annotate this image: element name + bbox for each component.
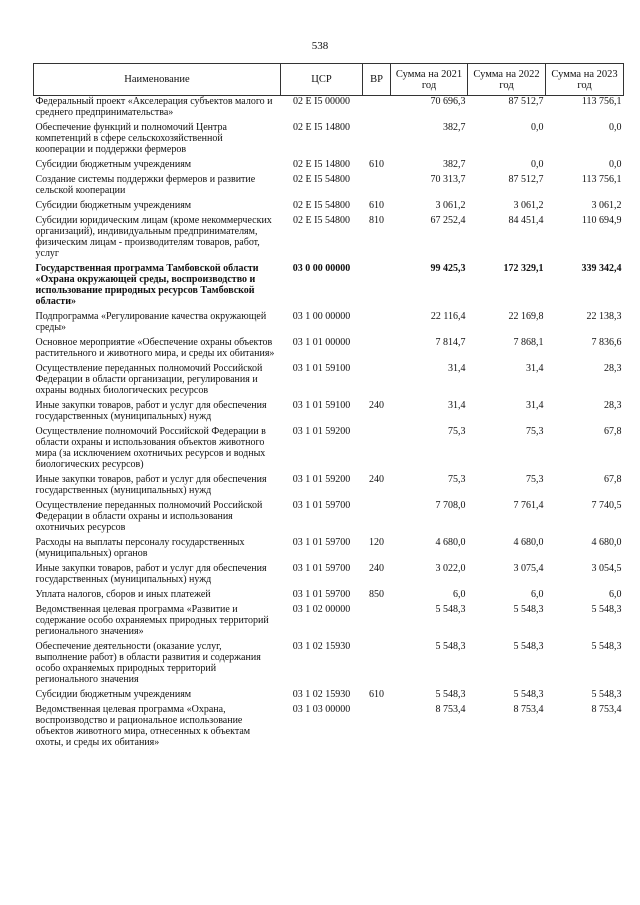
cell-name: Субсидии бюджетным учреждениям (35, 689, 192, 700)
cell-sum-2022: 31,4 (526, 363, 544, 374)
cell-name: Обеспечение функций и полномочий Центра компетенций в сфере сельскохозяйственной кооперации и поддержки фермеров (35, 122, 227, 155)
table-body (34, 96, 624, 749)
cell-vr (363, 96, 391, 119)
cell-sum-2023: 0,0 (609, 159, 622, 170)
table-row (34, 359, 624, 396)
cell-sum-2022: 5 548,3 (513, 641, 544, 652)
cell-sum-2021: 5 548,3 (435, 689, 466, 700)
cell-name: Ведомственная целевая программа «Развитие и содержание особо охраняемых природных территорий регионального значения» (35, 604, 269, 637)
cell-sum-2021: 70 313,7 (430, 174, 466, 185)
cell-sum-2022: 8 753,4 (513, 704, 544, 715)
cell-sum-2023: 113 756,1 (581, 174, 622, 185)
cell-vr: 610 (369, 159, 384, 170)
table-row (34, 333, 624, 359)
table-row (34, 637, 624, 685)
table-row (34, 470, 624, 496)
cell-name: Субсидии юридическим лицам (кроме некоммерческих организаций), индивидуальным предпринимателям, физическим лицам - производителям товаров, работ, услуг (35, 215, 272, 259)
table-row (34, 396, 624, 422)
cell-sum-2021: 75,3 (448, 426, 466, 437)
table-row (34, 422, 624, 470)
cell-csr: 02 E I5 54800 (293, 174, 350, 185)
cell-sum-2021: 8 753,4 (435, 704, 466, 715)
cell-csr: 03 1 01 59700 (292, 563, 351, 574)
cell-csr: 03 1 01 59700 (292, 537, 351, 548)
cell-vr (363, 307, 391, 333)
cell-sum-2022: 75,3 (526, 426, 544, 437)
table-row (34, 259, 624, 307)
cell-vr (363, 700, 391, 748)
cell-sum-2021: 382,7 (443, 122, 466, 133)
cell-csr: 03 1 01 59700 (292, 589, 351, 600)
cell-sum-2021: 22 116,4 (430, 311, 466, 322)
cell-csr: 03 1 03 00000 (292, 704, 351, 715)
header-sum-2021: Сумма на 2021 год (391, 64, 468, 96)
cell-sum-2023: 22 138,3 (586, 311, 622, 322)
cell-sum-2023: 67,8 (604, 426, 622, 437)
header-sum-2023: Сумма на 2023 год (546, 64, 624, 96)
cell-name: Ведомственная целевая программа «Охрана, воспроизводство и рациональное использование объектов животного мира, отнесенных к объектам охоты, и среды их обитания» (35, 704, 251, 748)
page-number: 538 (311, 40, 329, 52)
cell-csr: 02 E I5 00000 (293, 96, 350, 107)
header-name: Наименование (34, 64, 281, 96)
table-row (34, 585, 624, 600)
cell-vr (363, 637, 391, 685)
cell-name: Осуществление полномочий Российской Федерации в области охраны и использования объектов животного мира (за исключением охотничьих ресурсов и водных биологических ресурсов) (35, 426, 266, 470)
table-row (34, 533, 624, 559)
cell-name: Обеспечение деятельности (оказание услуг, выполнение работ) в области развития и содержания особо охраняемых природных территорий регионального значения (35, 641, 261, 685)
cell-sum-2021: 31,4 (448, 363, 466, 374)
cell-sum-2022: 0,0 (531, 122, 544, 133)
cell-name: Иные закупки товаров, работ и услуг для обеспечения государственных (муниципальных) нужд (35, 400, 267, 422)
cell-sum-2021: 7 814,7 (435, 337, 466, 348)
cell-csr: 03 1 02 15930 (292, 641, 351, 652)
cell-sum-2023: 28,3 (604, 363, 622, 374)
cell-sum-2021: 31,4 (448, 400, 466, 411)
cell-csr: 03 1 01 00000 (292, 337, 351, 348)
cell-name: Осуществление переданных полномочий Российской Федерации в области организации, регулирования и охраны водных биологических ресурсов (35, 363, 263, 396)
cell-csr: 03 1 00 00000 (292, 311, 351, 322)
cell-sum-2021: 75,3 (448, 474, 466, 485)
cell-sum-2023: 5 548,3 (591, 604, 622, 615)
cell-sum-2023: 110 694,9 (581, 215, 622, 226)
cell-name: Иные закупки товаров, работ и услуг для обеспечения государственных (муниципальных) нужд (35, 563, 267, 585)
cell-sum-2021: 99 425,3 (430, 263, 466, 274)
cell-csr: 03 1 01 59100 (292, 363, 351, 374)
header-csr: ЦСР (281, 64, 363, 96)
cell-vr: 120 (369, 537, 384, 548)
cell-sum-2022: 4 680,0 (513, 537, 544, 548)
table-header (34, 64, 624, 96)
cell-name: Подпрограмма «Регулирование качества окружающей среды» (35, 311, 267, 333)
cell-csr: 02 E I5 54800 (293, 200, 350, 211)
cell-csr: 03 1 02 00000 (292, 604, 351, 615)
table-row (34, 600, 624, 637)
header-sum-2022: Сумма на 2022 год (468, 64, 546, 96)
cell-sum-2021: 4 680,0 (435, 537, 466, 548)
cell-sum-2023: 0,0 (609, 122, 622, 133)
cell-csr: 02 E I5 14800 (293, 159, 350, 170)
cell-sum-2022: 84 451,4 (508, 215, 544, 226)
cell-csr: 03 1 01 59200 (292, 474, 351, 485)
cell-csr: 02 E I5 14800 (293, 122, 350, 133)
cell-csr: 03 1 01 59200 (292, 426, 351, 437)
cell-sum-2023: 113 756,1 (581, 96, 622, 107)
table-row (34, 700, 624, 748)
cell-sum-2022: 3 061,2 (513, 200, 544, 211)
cell-sum-2022: 75,3 (526, 474, 544, 485)
cell-sum-2022: 7 761,4 (513, 500, 544, 511)
cell-csr: 03 1 02 15930 (292, 689, 351, 700)
cell-csr: 03 1 01 59100 (292, 400, 351, 411)
cell-sum-2022: 5 548,3 (513, 689, 544, 700)
cell-vr: 240 (369, 400, 384, 411)
budget-table-container (33, 63, 623, 748)
cell-csr: 03 1 01 59700 (292, 500, 351, 511)
cell-sum-2022: 6,0 (531, 589, 544, 600)
table-row (34, 118, 624, 155)
cell-sum-2022: 5 548,3 (513, 604, 544, 615)
cell-sum-2023: 28,3 (604, 400, 622, 411)
cell-vr (363, 359, 391, 396)
cell-name: Осуществление переданных полномочий Российской Федерации в области охраны и использования охотничьих ресурсов (35, 500, 263, 533)
cell-sum-2021: 5 548,3 (435, 641, 466, 652)
cell-sum-2023: 339 342,4 (581, 263, 622, 274)
cell-vr: 810 (369, 215, 384, 226)
cell-sum-2022: 3 075,4 (513, 563, 544, 574)
cell-name: Расходы на выплаты персоналу государственных (муниципальных) органов (35, 537, 245, 559)
cell-sum-2023: 3 061,2 (591, 200, 622, 211)
cell-name: Государственная программа Тамбовской области «Охрана окружающей среды, воспроизводство и использование природных ресурсов Тамбовской области» (35, 263, 259, 307)
cell-sum-2023: 5 548,3 (591, 689, 622, 700)
cell-vr (363, 422, 391, 470)
cell-sum-2023: 8 753,4 (591, 704, 622, 715)
cell-vr: 850 (369, 589, 384, 600)
header-vr: ВР (363, 64, 391, 96)
cell-name: Уплата налогов, сборов и иных платежей (35, 589, 211, 600)
cell-sum-2023: 4 680,0 (591, 537, 622, 548)
cell-name: Федеральный проект «Акселерация субъектов малого и среднего предпринимательства» (35, 96, 273, 118)
cell-sum-2021: 3 022,0 (435, 563, 466, 574)
cell-sum-2021: 3 061,2 (435, 200, 466, 211)
cell-vr (363, 333, 391, 359)
cell-sum-2021: 70 696,3 (430, 96, 466, 107)
table-row (34, 685, 624, 700)
cell-name: Субсидии бюджетным учреждениям (35, 200, 192, 211)
cell-sum-2023: 5 548,3 (591, 641, 622, 652)
cell-name: Основное мероприятие «Обеспечение охраны объектов растительного и животного мира, и среды их обитания» (35, 337, 275, 359)
cell-sum-2022: 172 329,1 (503, 263, 544, 274)
cell-csr: 02 E I5 54800 (293, 215, 350, 226)
cell-vr: 610 (369, 689, 384, 700)
cell-sum-2023: 6,0 (609, 589, 622, 600)
cell-vr (363, 118, 391, 155)
cell-csr: 03 0 00 00000 (292, 263, 351, 274)
cell-sum-2022: 87 512,7 (508, 174, 544, 185)
cell-vr (363, 259, 391, 307)
cell-sum-2022: 87 512,7 (508, 96, 544, 107)
cell-sum-2022: 7 868,1 (513, 337, 544, 348)
cell-sum-2023: 7 740,5 (591, 500, 622, 511)
table-row (34, 155, 624, 170)
cell-vr: 240 (369, 474, 384, 485)
cell-name: Иные закупки товаров, работ и услуг для обеспечения государственных (муниципальных) нужд (35, 474, 267, 496)
table-row (34, 170, 624, 196)
cell-sum-2023: 67,8 (604, 474, 622, 485)
table-row (34, 559, 624, 585)
cell-sum-2023: 7 836,6 (591, 337, 622, 348)
cell-vr: 610 (369, 200, 384, 211)
table-row (34, 496, 624, 533)
cell-vr (363, 600, 391, 637)
cell-vr: 240 (369, 563, 384, 574)
cell-name: Создание системы поддержки фермеров и развитие сельской кооперации (35, 174, 256, 196)
cell-sum-2023: 3 054,5 (591, 563, 622, 574)
cell-sum-2022: 0,0 (531, 159, 544, 170)
cell-sum-2022: 31,4 (526, 400, 544, 411)
table-row (34, 196, 624, 211)
cell-sum-2021: 5 548,3 (435, 604, 466, 615)
cell-sum-2021: 7 708,0 (435, 500, 466, 511)
table-row (34, 96, 624, 119)
budget-table (33, 63, 624, 748)
cell-sum-2022: 22 169,8 (508, 311, 544, 322)
cell-sum-2021: 382,7 (443, 159, 466, 170)
cell-sum-2021: 6,0 (453, 589, 466, 600)
cell-vr (363, 496, 391, 533)
table-row (34, 211, 624, 259)
cell-sum-2021: 67 252,4 (430, 215, 466, 226)
cell-vr (363, 170, 391, 196)
table-row (34, 307, 624, 333)
cell-name: Субсидии бюджетным учреждениям (35, 159, 192, 170)
